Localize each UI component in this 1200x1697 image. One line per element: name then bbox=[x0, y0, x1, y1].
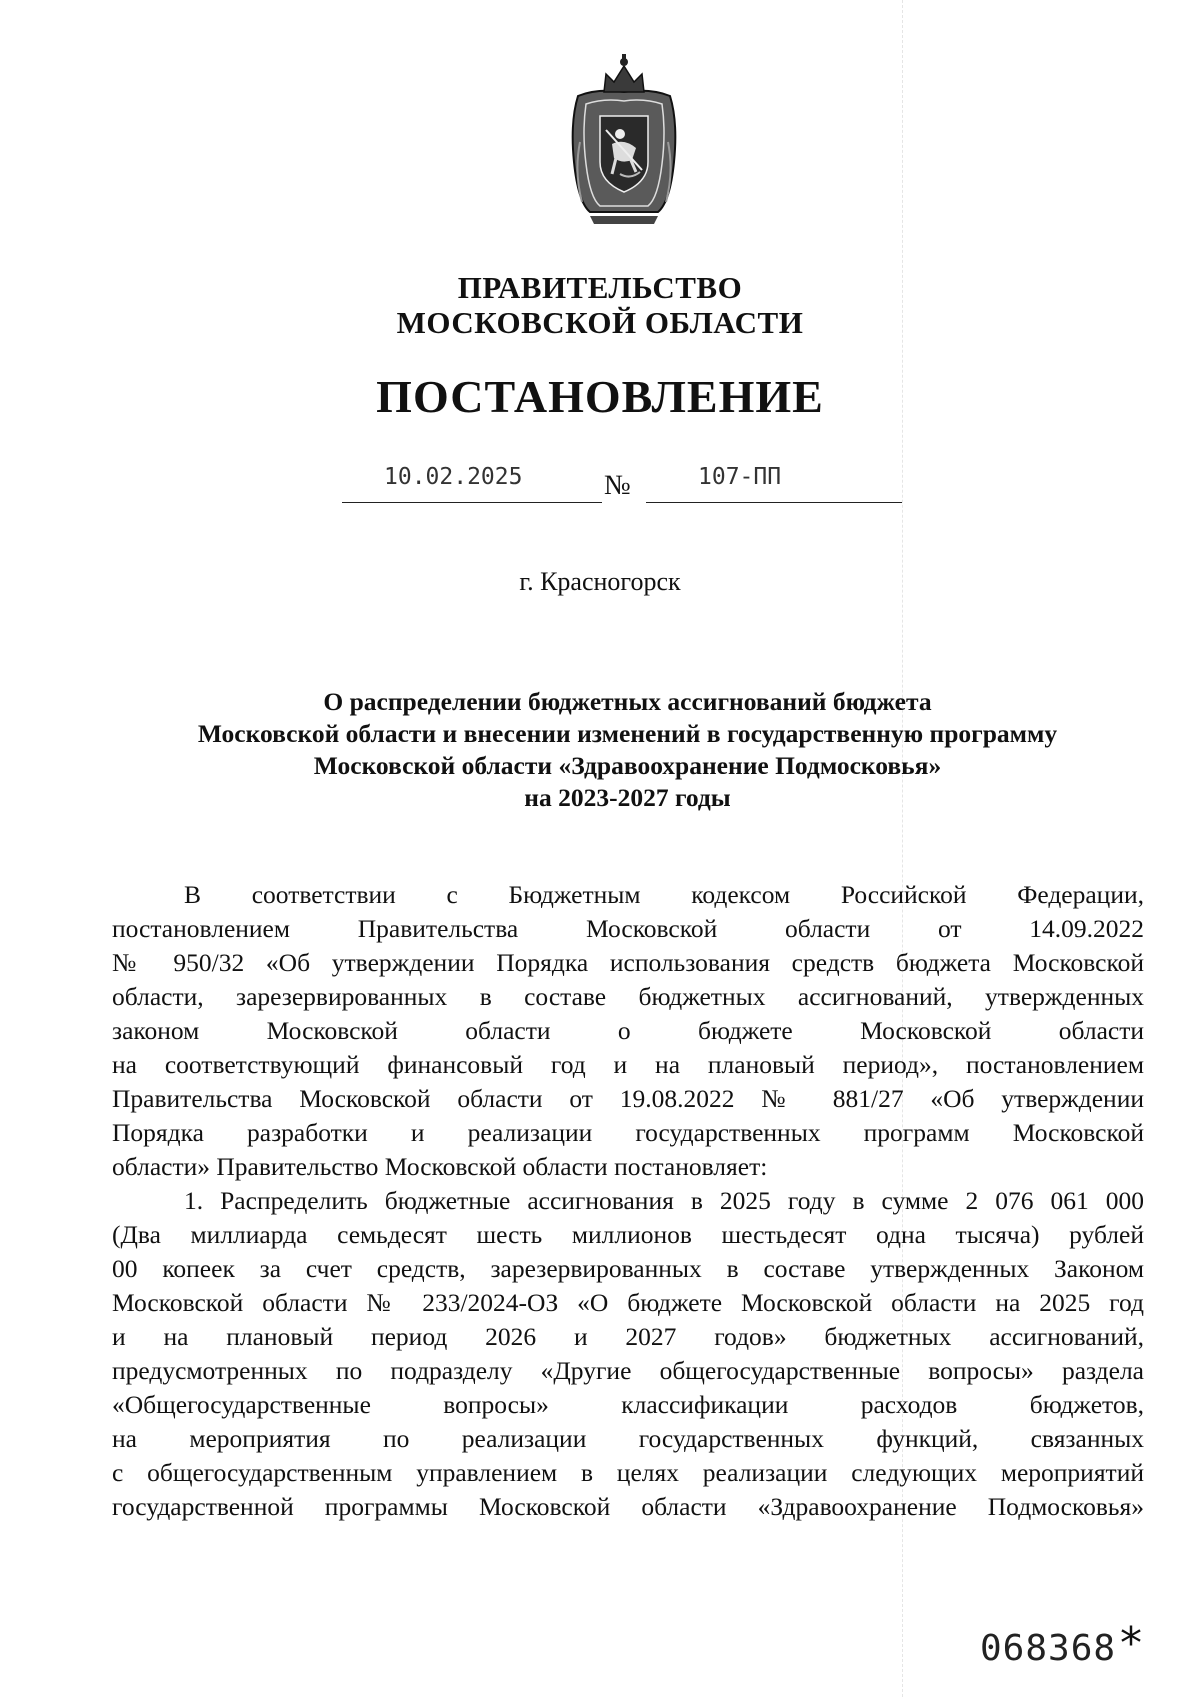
body-line: 00 копеек за счет средств, зарезервированных в составе утвержденных Законом bbox=[112, 1254, 1144, 1283]
body-line: области, зарезервированных в составе бюджетных ассигнований, утвержденных bbox=[112, 982, 1144, 1011]
body-line: «Общегосударственные вопросы» классификации расходов бюджетов, bbox=[112, 1390, 1144, 1419]
registration-number: 107-ПП bbox=[698, 464, 782, 490]
body-line: № 950/32 «Об утверждении Порядка использования средств бюджета Московской bbox=[112, 948, 1144, 977]
serial-number: 068368 bbox=[980, 1628, 1117, 1669]
asterisk-mark: * bbox=[1120, 1618, 1142, 1669]
title-line: Московской области и внесении изменений в государственную программу bbox=[197, 719, 1058, 748]
moscow-oblast-coat-of-arms-icon bbox=[560, 52, 688, 230]
title-line: на 2023-2027 годы bbox=[524, 783, 731, 812]
body-line: и на плановый период 2026 и 2027 годов» бюджетных ассигнований, bbox=[112, 1322, 1144, 1351]
city-name: г. Красногорск bbox=[519, 567, 681, 596]
body-line: постановлением Правительства Московской области от 14.09.2022 bbox=[112, 914, 1144, 943]
body-line: на мероприятия по реализации государственных функций, связанных bbox=[112, 1424, 1144, 1453]
body-line: 1. Распределить бюджетные ассигнования в 2025 году в сумме 2 076 061 000 bbox=[184, 1186, 1144, 1215]
registration-number-field bbox=[646, 458, 902, 503]
body-line: Московской области № 233/2024-ОЗ «О бюджете Московской области на 2025 год bbox=[112, 1288, 1144, 1317]
body-line: на соответствующий финансовый год и на плановый период», постановлением bbox=[112, 1050, 1144, 1079]
registration-date-field bbox=[342, 458, 602, 503]
government-name-line2: МОСКОВСКОЙ ОБЛАСТИ bbox=[396, 305, 804, 340]
body-line: (Два миллиарда семьдесят шесть миллионов шестьдесят одна тысяча) рублей bbox=[112, 1220, 1144, 1249]
body-line: законом Московской области о бюджете Московской области bbox=[112, 1016, 1144, 1045]
document-body bbox=[112, 878, 1144, 1524]
body-line: с общегосударственным управлением в целях реализации следующих мероприятий bbox=[112, 1458, 1144, 1487]
document-title bbox=[110, 686, 1145, 814]
body-line: Порядка разработки и реализации государственных программ Московской bbox=[112, 1118, 1144, 1147]
body-line: предусмотренных по подразделу «Другие общегосударственные вопросы» раздела bbox=[112, 1356, 1144, 1385]
body-line: государственной программы Московской области «Здравоохранение Подмосковья» bbox=[112, 1492, 1144, 1521]
body-line: области» Правительство Московской области постановляет: bbox=[112, 1152, 768, 1181]
document-type: ПОСТАНОВЛЕНИЕ bbox=[376, 371, 824, 422]
registration-date: 10.02.2025 bbox=[384, 464, 523, 490]
title-line: Московской области «Здравоохранение Подмосковья» bbox=[313, 751, 942, 780]
government-name-line1: ПРАВИТЕЛЬСТВО bbox=[457, 270, 743, 305]
number-sign: № bbox=[604, 470, 631, 501]
body-line: В соответствии с Бюджетным кодексом Российской Федерации, bbox=[184, 880, 1144, 909]
body-line: Правительства Московской области от 19.08.2022 № 881/27 «Об утверждении bbox=[112, 1084, 1144, 1113]
title-line: О распределении бюджетных ассигнований бюджета bbox=[323, 687, 932, 716]
